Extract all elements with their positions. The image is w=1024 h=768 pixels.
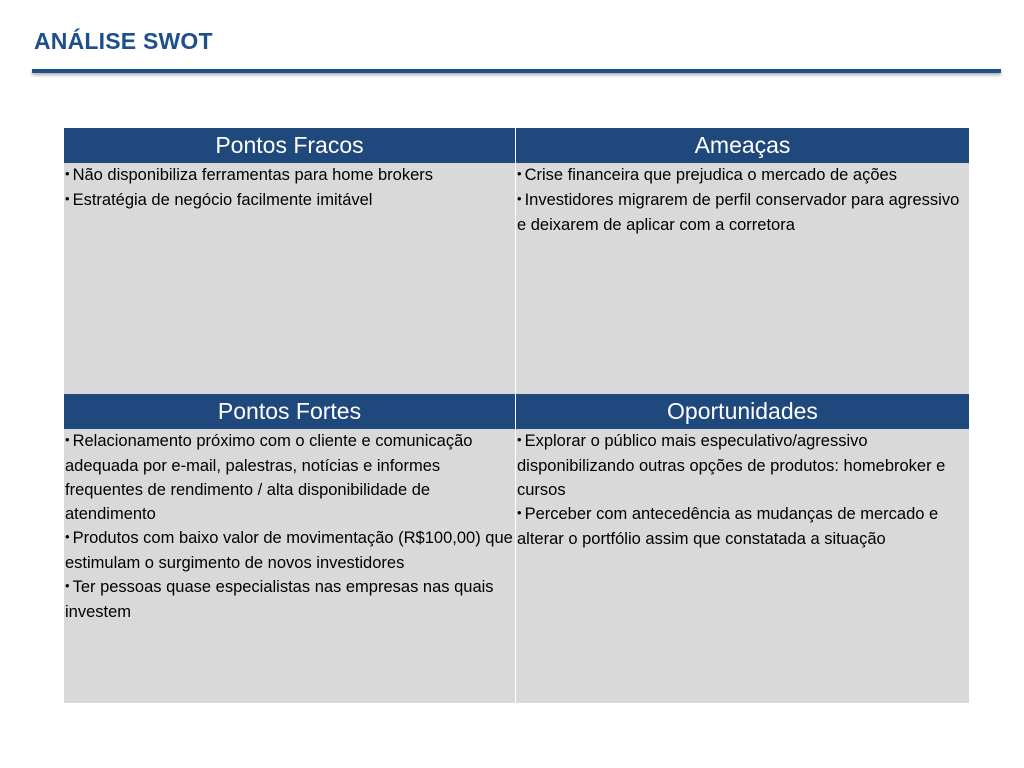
- opportunities-header: Oportunidades: [516, 394, 969, 429]
- list-item: • Estratégia de negócio facilmente imitável: [65, 191, 373, 209]
- list-item: • Perceber com antecedência as mudanças de mercado e alterar o portfólio assim que constatada a situação: [517, 505, 939, 548]
- list-item: • Relacionamento próximo com o cliente e comunicação adequada por e-mail, palestras, notícias e informes frequentes de rendimento / alta disponibilidade de atendimento: [65, 432, 473, 523]
- threats-header: Ameaças: [516, 128, 969, 163]
- opportunities-cell: [516, 429, 969, 703]
- list-item: • Produtos com baixo valor de movimentação (R$100,00) que estimulam o surgimento de novos investidores: [65, 529, 513, 572]
- bullet-icon: •: [65, 432, 70, 447]
- opportunities-list: [517, 429, 969, 551]
- bullet-icon: •: [65, 166, 70, 181]
- list-item: • Explorar o público mais especulativo/agressivo disponibilizando outras opções de produtos: homebroker e cursos: [517, 432, 946, 499]
- bullet-icon: •: [65, 529, 70, 544]
- bullet-icon: •: [517, 432, 522, 447]
- slide-title: ANÁLISE SWOT: [34, 28, 213, 54]
- bullet-icon: •: [65, 191, 70, 206]
- list-item: • Crise financeira que prejudica o mercado de ações: [517, 166, 897, 184]
- title-divider: [32, 69, 1001, 73]
- bullet-icon: •: [517, 166, 522, 181]
- threats-list: [517, 163, 969, 237]
- threats-cell: [516, 163, 969, 394]
- list-item: • Ter pessoas quase especialistas nas empresas nas quais investem: [65, 578, 494, 621]
- list-item: • Investidores migrarem de perfil conservador para agressivo e deixarem de aplicar com a corretora: [517, 191, 960, 234]
- weaknesses-list: [65, 163, 515, 213]
- strengths-list: [65, 429, 515, 624]
- strengths-cell: [64, 429, 516, 703]
- weaknesses-cell: [64, 163, 516, 394]
- weaknesses-header: Pontos Fracos: [64, 128, 516, 163]
- swot-table: [64, 128, 969, 703]
- strengths-header: Pontos Fortes: [64, 394, 516, 429]
- bullet-icon: •: [517, 191, 522, 206]
- bullet-icon: •: [517, 505, 522, 520]
- list-item: • Não disponibiliza ferramentas para home brokers: [65, 166, 433, 184]
- bullet-icon: •: [65, 578, 70, 593]
